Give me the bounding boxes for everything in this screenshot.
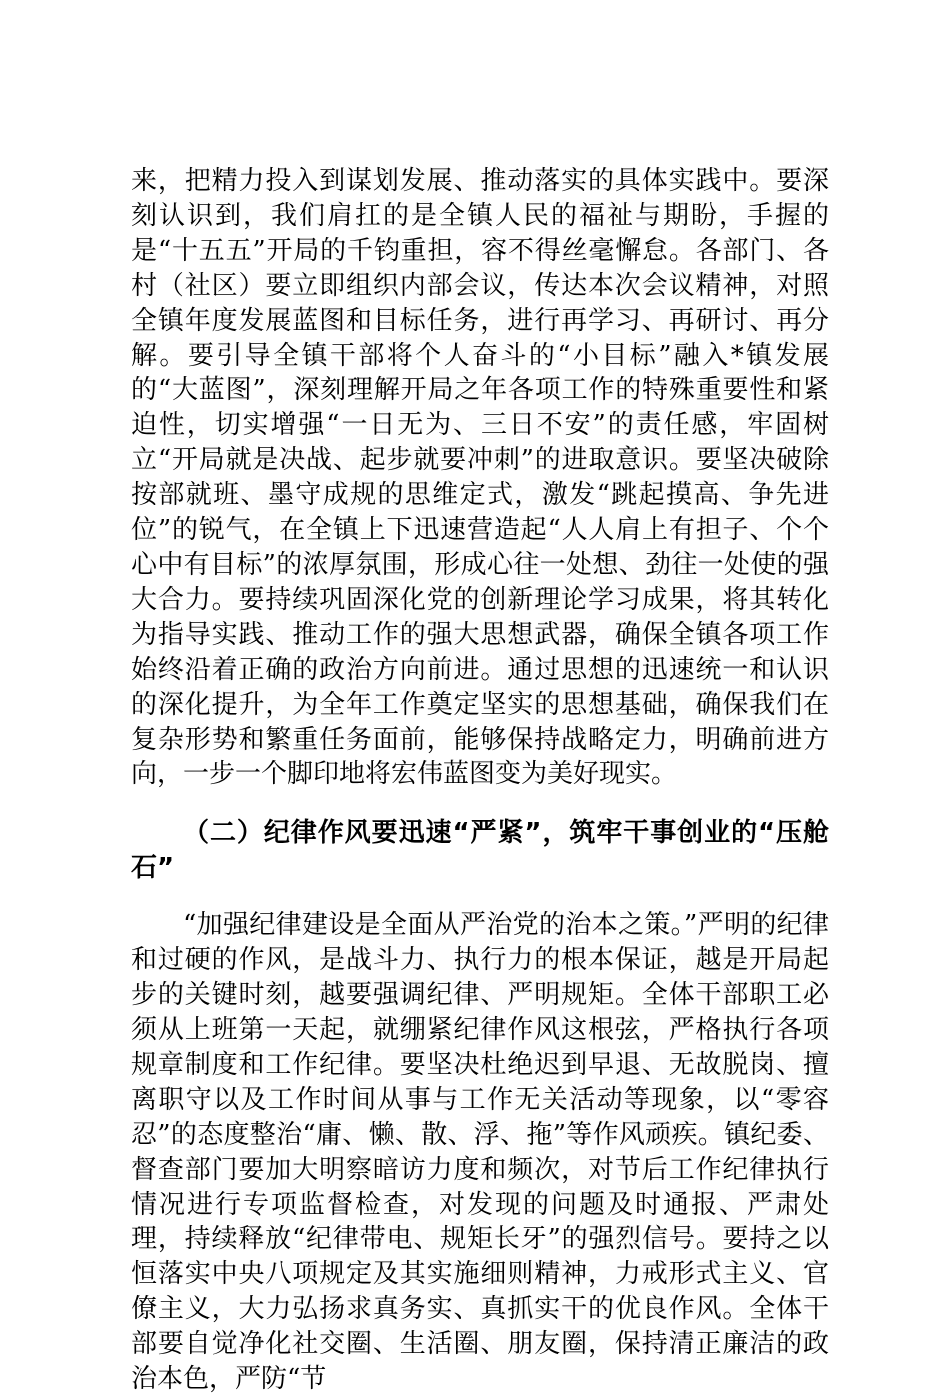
- body-paragraph: “加强纪律建设是全面从严治党的治本之策。”严明的纪律和过硬的作风，是战斗力、执行力的根本保证，越是开局起步的关键时刻，越要强调纪律、严明规矩。全体干部职工必须从上班第一天起，就绷紧纪律作风这根弦，严格执行各项规章制度和工作纪律。要坚决杜绝迟到早退、无故脱岗、擅离职守以及工作时间从事与工作无关活动等现象，以“零容忍”的态度整治“庸、懒、散、浮、拖”等作风顽疾。镇纪委、督查部门要加大明察暗访力度和频次，对节后工作纪律执行情况进行专项监督检查，对发现的问题及时通报、严肃处理，持续释放“纪律带电、规矩长牙”的强烈信号。要持之以恒落实中央八项规定及其实施细则精神，力戒形式主义、官僚主义，大力弘扬求真务实、真抓实干的优良作风。全体干部要自觉净化社交圈、生活圈、朋友圈，保持清正廉洁的政治本色，严防“节: [131, 910, 829, 1395]
- document-body: [131, 164, 829, 1397]
- section-heading: （二）纪律作风要迅速“严紧”，筑牢干事创业的“压舱石”: [131, 818, 829, 884]
- body-paragraph: 来，把精力投入到谋划发展、推动落实的具体实践中。要深刻认识到，我们肩扛的是全镇人民的福祉与期盼，手握的是“十五五”开局的千钧重担，容不得丝毫懈怠。各部门、各村（社区）要立即组织内部会议，传达本次会议精神，对照全镇年度发展蓝图和目标任务，进行再学习、再研讨、再分解。要引导全镇干部将个人奋斗的“小目标”融入*镇发展的“大蓝图”，深刻理解开局之年各项工作的特殊重要性和紧迫性，切实增强“一日无为、三日不安”的责任感，牢固树立“开局就是决战、起步就要冲刺”的进取意识。要坚决破除按部就班、墨守成规的思维定式，激发“跳起摸高、争先进位”的锐气，在全镇上下迅速营造起“人人肩上有担子、个个心中有目标”的浓厚氛围，形成心往一处想、劲往一处使的强大合力。要持续巩固深化党的创新理论学习成果，将其转化为指导实践、推动工作的强大思想武器，确保全镇各项工作始终沿着正确的政治方向前进。通过思想的迅速统一和认识的深化提升，为全年工作奠定坚实的思想基础，确保我们在复杂形势和繁重任务面前，能够保持战略定力，明确前进方向，一步一个脚印地将宏伟蓝图变为美好现实。: [131, 166, 829, 790]
